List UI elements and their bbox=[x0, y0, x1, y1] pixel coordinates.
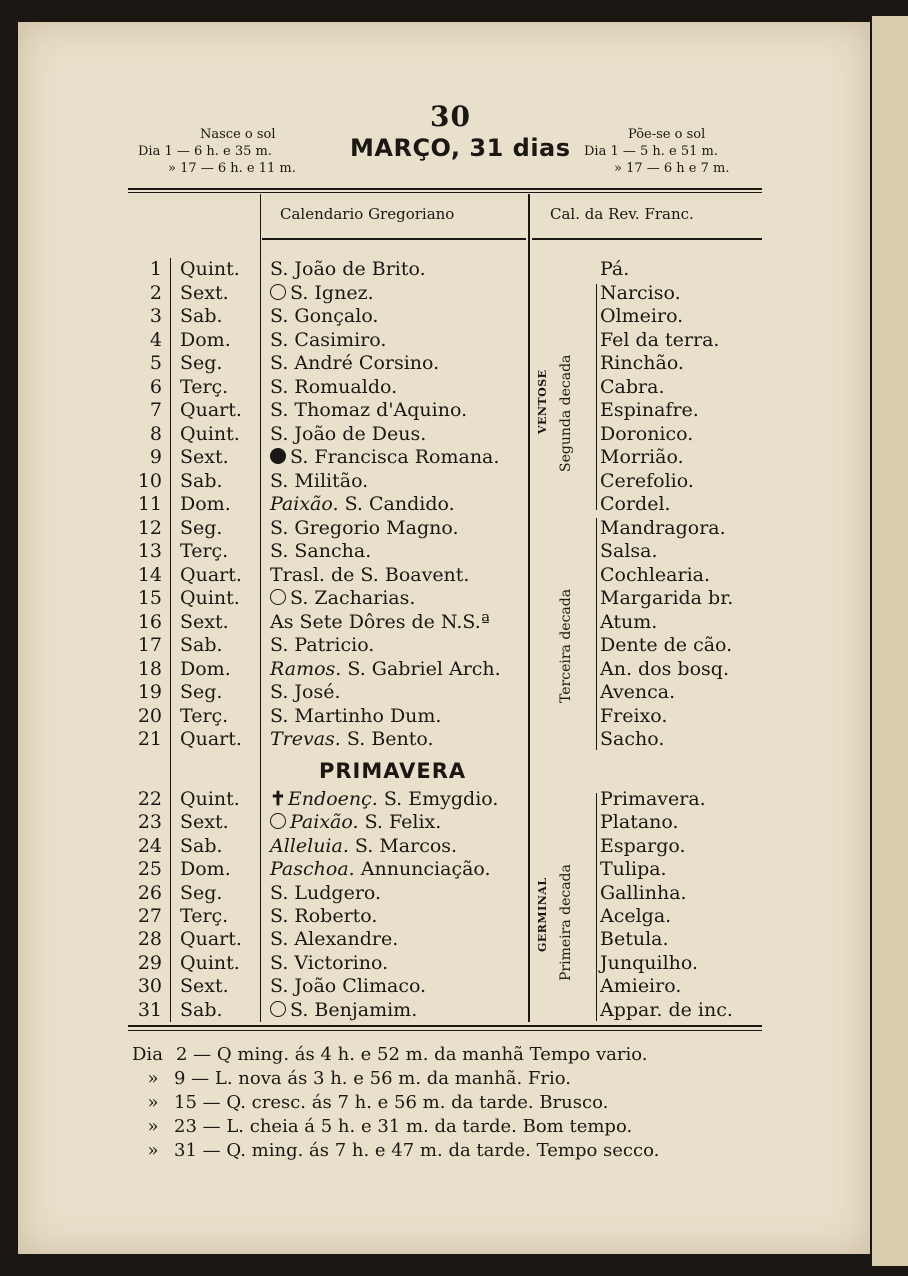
brace-terceira-decada bbox=[596, 518, 597, 750]
header-franc: Cal. da Rev. Franc. bbox=[550, 205, 694, 223]
sunset-label: Põe-se o sol bbox=[628, 127, 706, 142]
almanac-page bbox=[18, 22, 870, 1254]
revolutionary-calendar-name: Espinafre. bbox=[600, 399, 699, 421]
header-rule-gregorian bbox=[262, 238, 526, 240]
feast-name: Trevas. bbox=[270, 728, 341, 750]
saint-of-day bbox=[270, 728, 434, 750]
revolutionary-calendar-name: Salsa. bbox=[600, 540, 658, 562]
revolutionary-calendar-name: Olmeiro. bbox=[600, 305, 684, 327]
saint-name: S. Marcos. bbox=[348, 834, 458, 857]
weekday: Quint. bbox=[180, 422, 240, 445]
day-number: 16 bbox=[137, 610, 162, 633]
saint-of-day bbox=[270, 999, 417, 1021]
revolutionary-calendar-name: Betula. bbox=[600, 928, 669, 951]
header-rule-franc bbox=[532, 238, 762, 240]
sunrise-line-1: Dia 1 — 6 h. e 35 m. bbox=[138, 144, 272, 159]
saint-of-day bbox=[270, 352, 439, 374]
revolutionary-calendar-name: An. dos bosq. bbox=[600, 657, 729, 680]
saint-of-day bbox=[270, 282, 374, 304]
saint-of-day bbox=[270, 423, 426, 445]
moon-phase-text: 23 — L. cheia á 5 h. e 31 m. da tarde. Bom tempo. bbox=[174, 1116, 633, 1137]
revolutionary-calendar-name: Mandragora. bbox=[600, 516, 726, 539]
day-number: 7 bbox=[149, 399, 162, 421]
brace-segunda-decada bbox=[596, 284, 597, 510]
season-title: PRIMAVERA bbox=[319, 759, 467, 783]
weekday: Quart. bbox=[180, 928, 242, 951]
weekday: Quint. bbox=[180, 587, 240, 609]
saint-name: S. Thomaz d'Aquino. bbox=[270, 399, 468, 421]
saint-of-day bbox=[270, 493, 455, 515]
saint-name: S. Emygdio. bbox=[377, 788, 499, 810]
saint-name: S. João Climaco. bbox=[270, 975, 427, 998]
day-number: 23 bbox=[137, 811, 162, 834]
revolutionary-calendar-name: Dente de cão. bbox=[600, 634, 733, 656]
saint-of-day bbox=[270, 905, 377, 927]
weekday: Sab. bbox=[180, 834, 223, 857]
weekday: Sext. bbox=[180, 446, 229, 468]
weekday: Dom. bbox=[180, 858, 231, 881]
day-number: 3 bbox=[149, 305, 162, 327]
brace-primeira-decada bbox=[596, 793, 597, 1021]
day-number: 30 bbox=[137, 975, 162, 998]
page-number: 30 bbox=[430, 100, 471, 133]
column-divider-weekday bbox=[170, 258, 171, 1022]
revolutionary-calendar-name: Cordel. bbox=[600, 493, 671, 515]
moon-phase-lead: » bbox=[147, 1116, 159, 1137]
moon-phase-line bbox=[132, 1140, 659, 1161]
moon-phase-text: 9 — L. nova ás 3 h. e 56 m. da manhã. Frio. bbox=[174, 1068, 571, 1089]
weekday: Terç. bbox=[180, 704, 229, 727]
revolutionary-calendar-name: Pá. bbox=[600, 258, 630, 280]
saint-of-day bbox=[270, 705, 441, 727]
saint-name: S. Romualdo. bbox=[270, 375, 398, 398]
saint-name: S. Bento. bbox=[340, 728, 434, 750]
day-number: 25 bbox=[137, 858, 162, 881]
revolutionary-calendar-name: Fel da terra. bbox=[600, 328, 720, 351]
saint-of-day bbox=[270, 835, 457, 857]
last-quarter-moon-icon bbox=[270, 1001, 286, 1017]
header-rule-top-thin bbox=[128, 192, 762, 193]
sunrise-line-2: » 17 — 6 h. e 11 m. bbox=[168, 161, 296, 176]
weekday: Terç. bbox=[180, 375, 229, 398]
vertical-label-primeira-decada: Primeira decada bbox=[558, 864, 574, 981]
day-number: 15 bbox=[137, 587, 162, 609]
vertical-label-germinal: GERMINAL bbox=[536, 877, 549, 952]
feast-name: Endoenç. bbox=[287, 788, 378, 810]
moon-phase-line bbox=[132, 1092, 608, 1113]
revolutionary-calendar-name: Margarida br. bbox=[600, 587, 734, 609]
weekday: Dom. bbox=[180, 657, 231, 680]
weekday: Seg. bbox=[180, 352, 223, 374]
saint-name: S. Ignez. bbox=[290, 281, 374, 304]
saint-of-day bbox=[270, 681, 341, 703]
weekday: Dom. bbox=[180, 328, 231, 351]
day-number: 21 bbox=[137, 728, 162, 750]
moon-phase-lead: » bbox=[147, 1140, 159, 1161]
header-rule-top bbox=[128, 188, 762, 190]
day-number: 26 bbox=[137, 881, 162, 904]
saint-name: S. Roberto. bbox=[270, 905, 378, 927]
weekday: Sext. bbox=[180, 975, 229, 998]
saint-name: S. Francisca Romana. bbox=[290, 446, 500, 468]
weekday: Dom. bbox=[180, 493, 231, 515]
moon-phase-line bbox=[132, 1068, 571, 1089]
moon-phase-lead: » bbox=[147, 1068, 159, 1089]
sunset-block bbox=[584, 126, 730, 177]
weekday: Sext. bbox=[180, 281, 229, 304]
month-title: MARÇO, 31 dias bbox=[350, 134, 571, 162]
saint-of-day bbox=[270, 517, 459, 539]
weekday: Sab. bbox=[180, 634, 223, 656]
weekday: Terç. bbox=[180, 540, 229, 562]
vertical-label-ventose: VENTOSE bbox=[536, 369, 549, 434]
saint-name: S. Gonçalo. bbox=[270, 305, 379, 327]
weekday: Sext. bbox=[180, 811, 229, 834]
saint-of-day bbox=[270, 446, 499, 468]
revolutionary-calendar-name: Appar. de inc. bbox=[600, 998, 733, 1021]
day-number: 28 bbox=[137, 928, 162, 951]
day-number: 19 bbox=[137, 681, 162, 703]
saint-of-day bbox=[270, 470, 368, 492]
saint-of-day bbox=[270, 587, 415, 609]
saint-name: S. Ludgero. bbox=[270, 881, 382, 904]
saint-of-day bbox=[270, 858, 491, 880]
moon-phase-text: 2 — Q ming. ás 4 h. e 52 m. da manhã Tempo vario. bbox=[176, 1044, 648, 1065]
revolutionary-calendar-name: Amieiro. bbox=[600, 975, 682, 998]
saint-name: Trasl. de S. Boavent. bbox=[270, 563, 470, 586]
revolutionary-calendar-name: Cerefolio. bbox=[600, 469, 694, 492]
moon-phase-text: 15 — Q. cresc. ás 7 h. e 56 m. da tarde. Brusco. bbox=[174, 1092, 609, 1113]
footer-rule bbox=[128, 1025, 762, 1027]
revolutionary-calendar-name: Atum. bbox=[600, 610, 658, 633]
weekday: Sab. bbox=[180, 998, 223, 1021]
moon-phase-text: 31 — Q. ming. ás 7 h. e 47 m. da tarde. Tempo secco. bbox=[174, 1140, 660, 1161]
header-gregorian: Calendario Gregoriano bbox=[280, 205, 455, 223]
day-number: 29 bbox=[137, 951, 162, 974]
saint-name: S. Militão. bbox=[270, 469, 369, 492]
saint-name: S. Benjamim. bbox=[290, 998, 418, 1021]
saint-of-day bbox=[270, 811, 441, 833]
revolutionary-calendar-name: Avenca. bbox=[600, 681, 676, 703]
sunset-line-1: Dia 1 — 5 h. e 51 m. bbox=[584, 144, 718, 159]
day-number: 17 bbox=[137, 634, 162, 656]
day-number: 20 bbox=[137, 704, 162, 727]
saint-name: S. Sancha. bbox=[270, 540, 372, 562]
saint-of-day bbox=[270, 611, 490, 633]
day-number: 1 bbox=[149, 258, 162, 280]
saint-name: S. Casimiro. bbox=[270, 328, 387, 351]
saint-of-day bbox=[270, 399, 467, 421]
moon-phase-line bbox=[132, 1116, 632, 1137]
saint-of-day bbox=[270, 975, 426, 997]
saint-name: S. João de Brito. bbox=[270, 258, 426, 280]
saint-name: S. Alexandre. bbox=[270, 928, 399, 951]
weekday: Sab. bbox=[180, 469, 223, 492]
weekday: Quart. bbox=[180, 399, 242, 421]
feast-name: Paixão. bbox=[270, 493, 339, 515]
last-quarter-moon-icon bbox=[270, 284, 286, 300]
saint-name: S. André Corsino. bbox=[270, 352, 440, 374]
saint-of-day bbox=[270, 928, 398, 950]
new-moon-icon bbox=[270, 448, 286, 464]
saint-of-day bbox=[270, 952, 388, 974]
day-number: 27 bbox=[137, 905, 162, 927]
saint-name: Annunciação. bbox=[354, 858, 491, 881]
revolutionary-calendar-name: Morrião. bbox=[600, 446, 684, 468]
sunset-line-2: » 17 — 6 h e 7 m. bbox=[614, 161, 730, 176]
moon-phase-line bbox=[132, 1044, 648, 1065]
day-number: 5 bbox=[149, 352, 162, 374]
revolutionary-calendar-name: Narciso. bbox=[600, 281, 681, 304]
revolutionary-calendar-name: Tulipa. bbox=[600, 858, 667, 881]
adjacent-page-edge bbox=[872, 16, 908, 1266]
weekday: Sext. bbox=[180, 610, 229, 633]
weekday: Seg. bbox=[180, 681, 223, 703]
feast-name: Ramos. bbox=[270, 657, 342, 680]
saint-name: S. Zacharias. bbox=[290, 587, 416, 609]
revolutionary-calendar-name: Junquilho. bbox=[600, 951, 699, 974]
feast-name: Paixão. bbox=[290, 811, 359, 834]
sunrise-label: Nasce o sol bbox=[200, 127, 276, 142]
revolutionary-calendar-name: Espargo. bbox=[600, 834, 686, 857]
day-number: 18 bbox=[137, 657, 162, 680]
revolutionary-calendar-name: Freixo. bbox=[600, 704, 668, 727]
day-number: 2 bbox=[149, 281, 162, 304]
day-number: 31 bbox=[137, 998, 162, 1021]
revolutionary-calendar-name: Doronico. bbox=[600, 422, 694, 445]
weekday: Seg. bbox=[180, 881, 223, 904]
moon-phase-lead: » bbox=[147, 1092, 159, 1113]
weekday: Sab. bbox=[180, 305, 223, 327]
saint-name: S. João de Deus. bbox=[270, 422, 427, 445]
saint-of-day bbox=[270, 376, 397, 398]
revolutionary-calendar-name: Cochlearia. bbox=[600, 563, 711, 586]
moon-phase-lead: Dia bbox=[132, 1044, 163, 1065]
day-number: 12 bbox=[137, 516, 162, 539]
saint-name: As Sete Dôres de N.S.ª bbox=[270, 610, 490, 633]
day-number: 14 bbox=[137, 563, 162, 586]
first-quarter-moon-icon bbox=[270, 589, 286, 605]
saint-name: S. Victorino. bbox=[270, 951, 389, 974]
weekday: Quint. bbox=[180, 258, 240, 280]
saint-of-day bbox=[270, 882, 381, 904]
feast-name: Alleluia. bbox=[270, 834, 349, 857]
revolutionary-calendar-name: Acelga. bbox=[600, 905, 672, 927]
saint-of-day bbox=[270, 540, 371, 562]
day-number: 8 bbox=[149, 422, 162, 445]
sunrise-block bbox=[138, 126, 296, 177]
full-moon-icon bbox=[270, 813, 286, 829]
vertical-label-terceira-decada: Terceira decada bbox=[558, 588, 574, 703]
saint-name: S. Gregorio Magno. bbox=[270, 516, 459, 539]
day-number: 10 bbox=[137, 469, 162, 492]
weekday: Quint. bbox=[180, 788, 240, 810]
weekday: Quint. bbox=[180, 951, 240, 974]
revolutionary-calendar-name: Cabra. bbox=[600, 375, 665, 398]
cross-icon: ✝ bbox=[270, 788, 286, 810]
day-number: 4 bbox=[149, 328, 162, 351]
saint-name: S. Martinho Dum. bbox=[270, 704, 442, 727]
revolutionary-calendar-name: Gallinha. bbox=[600, 881, 687, 904]
saint-name: S. José. bbox=[270, 681, 341, 703]
saint-of-day bbox=[270, 788, 498, 810]
day-number: 24 bbox=[137, 834, 162, 857]
saint-name: S. Gabriel Arch. bbox=[341, 657, 501, 680]
column-divider-1 bbox=[260, 194, 261, 1022]
weekday: Quart. bbox=[180, 728, 242, 750]
weekday: Quart. bbox=[180, 563, 242, 586]
day-number: 9 bbox=[149, 446, 162, 468]
column-divider-2 bbox=[528, 194, 530, 1022]
weekday: Terç. bbox=[180, 905, 229, 927]
saint-of-day bbox=[270, 305, 378, 327]
saint-name: S. Felix. bbox=[358, 811, 442, 834]
day-number: 22 bbox=[137, 788, 162, 810]
revolutionary-calendar-name: Rinchão. bbox=[600, 352, 684, 374]
saint-of-day bbox=[270, 658, 501, 680]
saint-name: S. Candido. bbox=[338, 493, 455, 515]
revolutionary-calendar-name: Sacho. bbox=[600, 728, 665, 750]
footer-rule-thin bbox=[128, 1030, 762, 1031]
day-number: 6 bbox=[149, 375, 162, 398]
saint-of-day bbox=[270, 634, 374, 656]
saint-of-day bbox=[270, 329, 386, 351]
day-number: 11 bbox=[137, 493, 162, 515]
revolutionary-calendar-name: Primavera. bbox=[600, 788, 706, 810]
feast-name: Paschoa. bbox=[270, 858, 355, 881]
vertical-label-segunda-decada: Segunda decada bbox=[558, 354, 574, 472]
saint-of-day bbox=[270, 258, 426, 280]
weekday: Seg. bbox=[180, 516, 223, 539]
saint-name: S. Patricio. bbox=[270, 634, 375, 656]
day-number: 13 bbox=[137, 540, 162, 562]
revolutionary-calendar-name: Platano. bbox=[600, 811, 679, 834]
saint-of-day bbox=[270, 564, 469, 586]
